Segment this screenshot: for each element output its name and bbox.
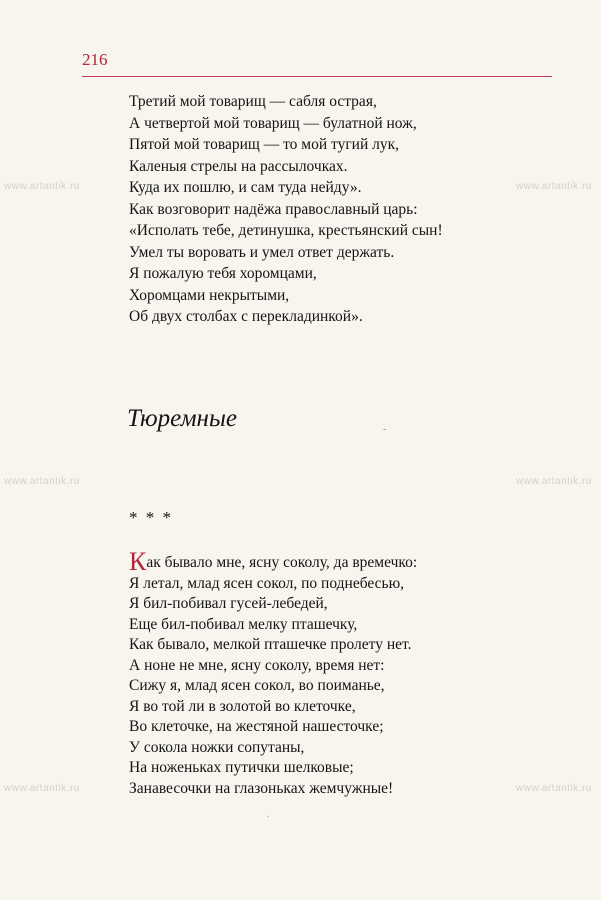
watermark: www.artantik.ru	[516, 476, 592, 487]
poem	[129, 547, 418, 799]
verse-line: Каленыя стрелы на рассылочках.	[129, 157, 348, 175]
poem-line: Я во той ли в золотой во клеточке,	[129, 697, 356, 715]
verse-line: Об двух столбах с перекладинкой».	[129, 308, 363, 325]
verse-line: Я пожалую тебя хоромцами,	[129, 265, 317, 282]
verse-top	[129, 91, 443, 328]
poem-first-line	[129, 547, 418, 576]
section-title: Тюремные	[127, 405, 237, 432]
poem-line: Я летал, млад ясен сокол, по поднебесью,	[129, 574, 405, 592]
print-speck: ·	[266, 812, 270, 823]
poem-line: Еще бил-побивал мелку пташечку,	[129, 615, 358, 633]
header-rule	[82, 76, 552, 77]
poem-line: У сокола ножки сопутаны,	[129, 738, 305, 756]
verse-line: Умел ты воровать и умел ответ держать.	[129, 243, 395, 261]
verse-line: Как возговорит надёжа православный царь:	[129, 200, 418, 218]
page-number: 216	[82, 50, 108, 69]
watermark: www.artantik.ru	[4, 476, 80, 487]
verse-line: Куда их пошлю, и сам туда нейду».	[129, 179, 362, 196]
print-speck: -	[383, 424, 387, 435]
watermark: www.artantik.ru	[516, 181, 592, 192]
poem-line: Как бывало, мелкой пташечке пролету нет.	[129, 636, 412, 653]
watermark: www.artantik.ru	[4, 783, 80, 794]
verse-line: Третий мой товарищ — сабля острая,	[129, 93, 377, 110]
asterisks-divider: * * *	[129, 508, 173, 527]
poem-line: На ноженьках путички шелковые;	[129, 759, 354, 776]
verse-line: Пятой мой товарищ — то мой тугий лук,	[129, 136, 400, 153]
verse-line: «Исполать тебе, детинушка, крестьянский сын!	[129, 222, 443, 239]
verse-line: А четвертой мой товарищ — булатной нож,	[129, 114, 417, 132]
poem-first-line-rest: ак бывало мне, ясну соколу, да времечко:	[146, 554, 418, 571]
drop-cap: К	[129, 547, 147, 576]
watermark: www.artantik.ru	[516, 783, 592, 794]
poem-line: Я бил-побивал гусей-лебедей,	[129, 595, 328, 612]
verse-line: Хоромцами некрытыми,	[129, 286, 290, 304]
poem-line: Занавесочки на глазоньках жемчужные!	[129, 779, 394, 797]
poem-line: Во клеточке, на жестяной нашесточке;	[129, 718, 384, 735]
watermark: www.artantik.ru	[4, 181, 80, 192]
poem-line: Сижу я, млад ясен сокол, во поиманье,	[129, 677, 385, 694]
poem-line: А ноне не мне, ясну соколу, время нет:	[129, 656, 385, 674]
